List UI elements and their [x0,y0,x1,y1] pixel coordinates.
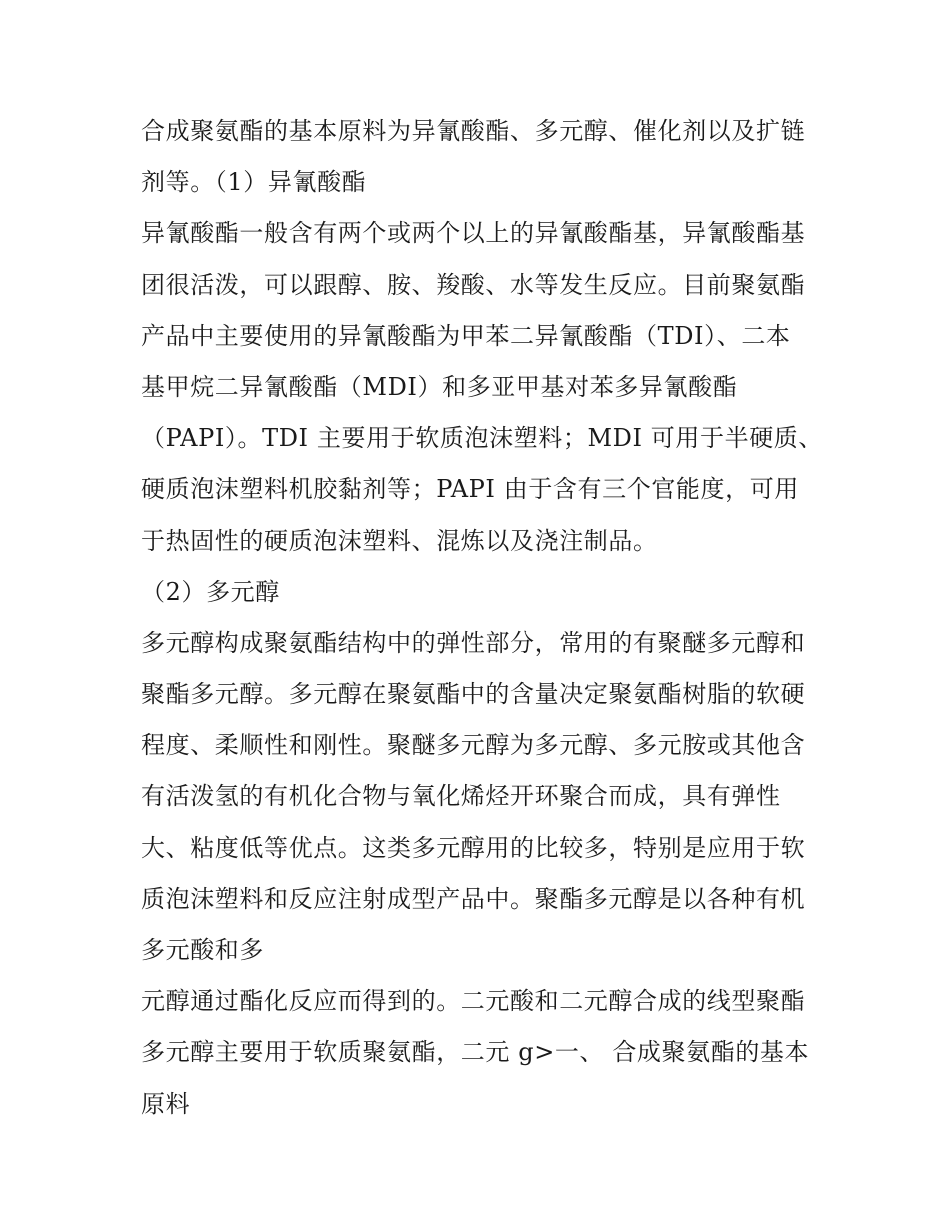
text-line-8: 硬质泡沫塑料机胶黏剂等；PAPI 由于含有三个官能度，可用 [141,475,799,504]
text-line-7: （PAPI）。TDI 主要用于软质泡沫塑料；MDI 可用于半硬质、 [141,424,823,453]
text-line-15: 大、粘度低等优点。这类多元醇用的比较多，特别是应用于软 [141,833,806,862]
text-line-3: 异氰酸酯一般含有两个或两个以上的异氰酸酯基，异氰酸酯基 [141,219,806,248]
text-line-2: 剂等。（1）异氰酸酯 [141,168,367,197]
text-line-18: 元醇通过酯化反应而得到的。二元酸和二元醇合成的线型聚酯 [141,987,806,1016]
text-line-19: 多元醇主要用于软质聚氨酯，二元 g>一、 合成聚氨酯的基本 [141,1038,810,1067]
text-line-20: 原料 [141,1089,191,1118]
text-line-1: 合成聚氨酯的基本原料为异氰酸酯、多元醇、催化剂以及扩链 [141,117,806,145]
text-line-12: 聚酯多元醇。多元醇在聚氨酯中的含量决定聚氨酯树脂的软硬 [141,680,806,709]
text-line-14: 有活泼氢的有机化合物与氧化烯烃开环聚合而成，具有弹性 [141,782,781,811]
text-line-13: 程度、柔顺性和刚性。聚醚多元醇为多元醇、多元胺或其他含 [141,731,806,760]
text-line-17: 多元酸和多 [141,936,264,964]
text-line-10: （2）多元醇 [141,577,280,606]
text-line-4: 团很活泼，可以跟醇、胺、羧酸、水等发生反应。目前聚氨酯 [141,270,806,299]
text-line-16: 质泡沫塑料和反应注射成型产品中。聚酯多元醇是以各种有机 [141,884,806,913]
body-text [141,106,821,1130]
text-line-9: 于热固性的硬质泡沫塑料、混炼以及浇注制品。 [141,526,658,555]
text-line-6: 基甲烷二异氰酸酯（MDI）和多亚甲基对苯多异氰酸酯 [141,372,738,401]
text-line-5: 产品中主要使用的异氰酸酯为甲苯二异氰酸酯（TDI）、二本 [141,321,791,350]
text-line-11: 多元醇构成聚氨酯结构中的弹性部分，常用的有聚醚多元醇和 [141,628,806,657]
